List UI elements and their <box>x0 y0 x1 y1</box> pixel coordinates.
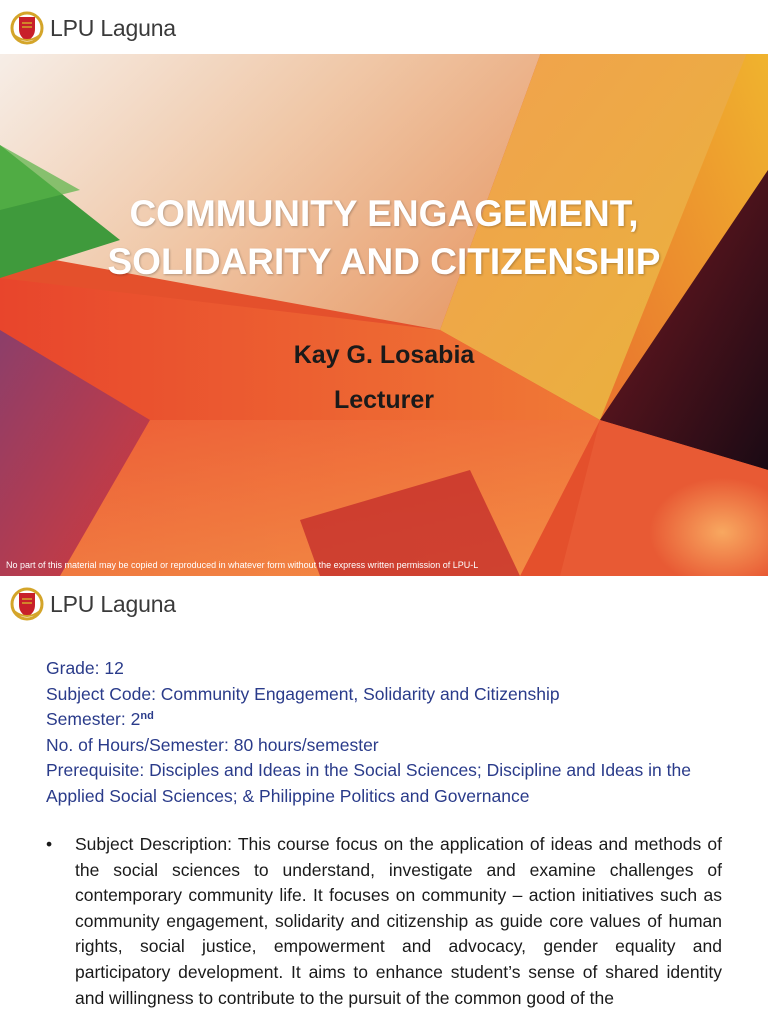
slide-title <box>0 190 768 286</box>
bullet-icon: • <box>46 834 53 854</box>
subject-code-line: Subject Code: Community Engagement, Solidarity and Citizenship <box>46 683 560 704</box>
crest-icon <box>10 585 44 623</box>
presenter-role: Lecturer <box>333 386 435 414</box>
semester-ordinal: nd <box>140 710 154 723</box>
crest-icon <box>10 9 44 47</box>
semester-text: Semester: 2 <box>46 709 141 730</box>
hours-line: No. of Hours/Semester: 80 hours/semester <box>46 734 379 755</box>
title-line-2: SOLIDARITY AND CITIZENSHIP <box>107 241 661 282</box>
prerequisite-line: Prerequisite: Disciples and Ideas in the Social Sciences; Discipline and Ideas in the Applied Social Sciences; & Philippine Politics and Governance <box>46 760 691 806</box>
title-line-1: COMMUNITY ENGAGEMENT, <box>129 193 639 234</box>
presenter-block <box>0 333 768 423</box>
info-slide <box>0 576 768 1024</box>
semester-line <box>46 707 736 733</box>
subject-description <box>46 832 722 1011</box>
copyright-note: No part of this material may be copied or reproduced in whatever form without the express written permission of LPU-L <box>6 560 479 570</box>
brand-logo <box>10 8 176 48</box>
brand-name: LPU Laguna <box>50 590 176 617</box>
course-info <box>46 656 736 810</box>
brand-logo-2 <box>10 584 176 624</box>
brand-name: LPU Laguna <box>50 14 176 41</box>
grade-line: Grade: 12 <box>46 658 124 678</box>
presenter-name: Kay G. Losabia <box>293 341 475 369</box>
description-text: Subject Description: This course focus on the application of ideas and methods of the social sciences to understand, investigate and examine challenges of contemporary community life. It focuses on community – action initiatives such as community engagement, solidarity and citizenship as guide core values of human rights, social justice, empowerment and advocacy, gender equality and participatory development. It aims to enhance student’s sense of shared identity and willingness to contribute to the pursuit of the common good of the <box>75 834 722 1008</box>
